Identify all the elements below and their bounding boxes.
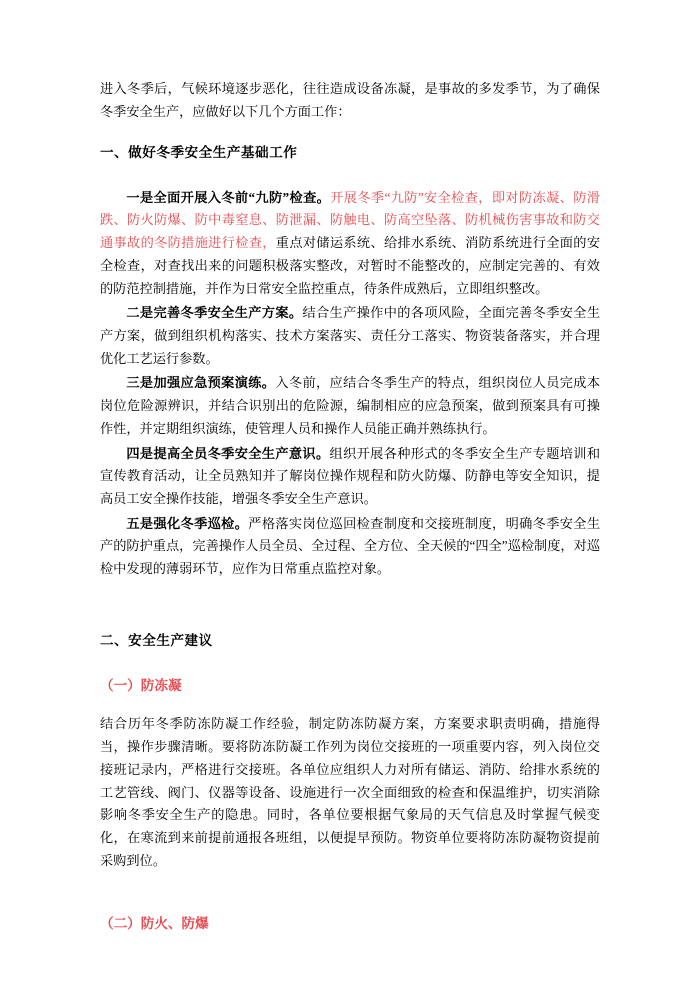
heading-section-2: 二、安全生产建议 [100, 632, 213, 648]
document-body [100, 78, 600, 936]
item-1-red-text: 开展冬季“九防”安全检查，即对防冻凝、防滑跌、防火防爆、防中毒窒息、防泄漏、防触电、防高空坠落、防机械伤害事故和防交通事故的冬防措施进行检查， [100, 189, 600, 251]
item-3-paragraph [100, 372, 600, 440]
item-5-rest: 严格落实岗位巡回检查制度和交接班制度，明确冬季安全生产的防护重点，完善操作人员全员、全过程、全方位、全天候的“四全”巡检制度，对巡检中发现的薄弱环节，应作为日常重点监控对象。 [100, 515, 601, 577]
item-4-lead: 四是提高全员冬季安全生产意识。 [126, 445, 330, 461]
item-4-rest: 组织开展各种形式的冬季安全生产专题培训和宣传教育活动，让全员熟知并了解岗位操作规程和防火防爆、防静电等安全知识，提高员工安全操作技能，增强冬季安全生产意识。 [100, 445, 601, 506]
section-1-paragraph: 结合历年冬季防冻防凝工作经验，制定防冻防凝方案，方案要求职责明确，措施得当，操作步骤清晰。要将防冻防凝工作列为岗位交接班的一项重要内容，列入岗位交接班记录内，严格进行交接班。各单位应组织人力对所有储运、消防、给排水系统的工艺管线、阀门、仪器等设备、设施进行一次全面细致的检查和保温维护，切实消除影响冬季安全生产的隐患。同时，各单位要根据气象局的天气信息及时掌握气候变化，在寒流到来前提前通报各班组，以便提早预防。物资单位要将防冻防凝物资提前采购到位。 [100, 716, 600, 868]
subheading-2: （二）防火、防爆 [100, 916, 209, 932]
item-5-paragraph [100, 513, 600, 581]
intro-paragraph: 进入冬季后，气候环境逐步恶化，往往造成设备冻凝，是事故的多发季节，为了确保冬季安全生产，应做好以下几个方面工作： [100, 81, 600, 119]
item-2-rest: 结合生产操作中的各项风险，全面完善冬季安全生产方案，做到组织机构落实、技术方案落实、责任分工落实、物资装备落实，并合理优化工艺运行参数。 [100, 305, 601, 366]
spacer [100, 179, 600, 187]
item-2-lead: 二是完善冬季安全生产方案。 [126, 305, 303, 321]
item-1-paragraph [100, 187, 600, 301]
item-2-paragraph [100, 302, 600, 370]
item-3-rest: 入冬前，应结合冬季生产的特点，组织岗位人员完成本岗位危险源辨识，并结合识别出的危险源，编制相应的应急预案，做到预案具有可操作性，并定期组织演练，使管理人员和操作人员能正确并熟练执行。 [100, 375, 601, 436]
item-3-lead: 三是加强应急预案演练。 [126, 375, 276, 391]
subheading-1: （一）防冻凝 [100, 678, 182, 694]
item-5-lead: 五是强化冬季巡检。 [126, 515, 249, 531]
heading-section-1: 一、做好冬季安全生产基础工作 [100, 145, 298, 161]
item-1-rest: 重点对储运系统、给排水系统、消防系统进行全面的安全检查，对查找出来的问题积极落实整改，对暂时不能整改的，应制定完善的、有效的防范控制措施，并作为日常安全监控重点，待条件成熟后，立即组织整改。 [100, 235, 601, 296]
item-4-paragraph [100, 443, 600, 511]
item-1-lead: 一是全面开展入冬前“九防”检查。 [126, 189, 331, 205]
